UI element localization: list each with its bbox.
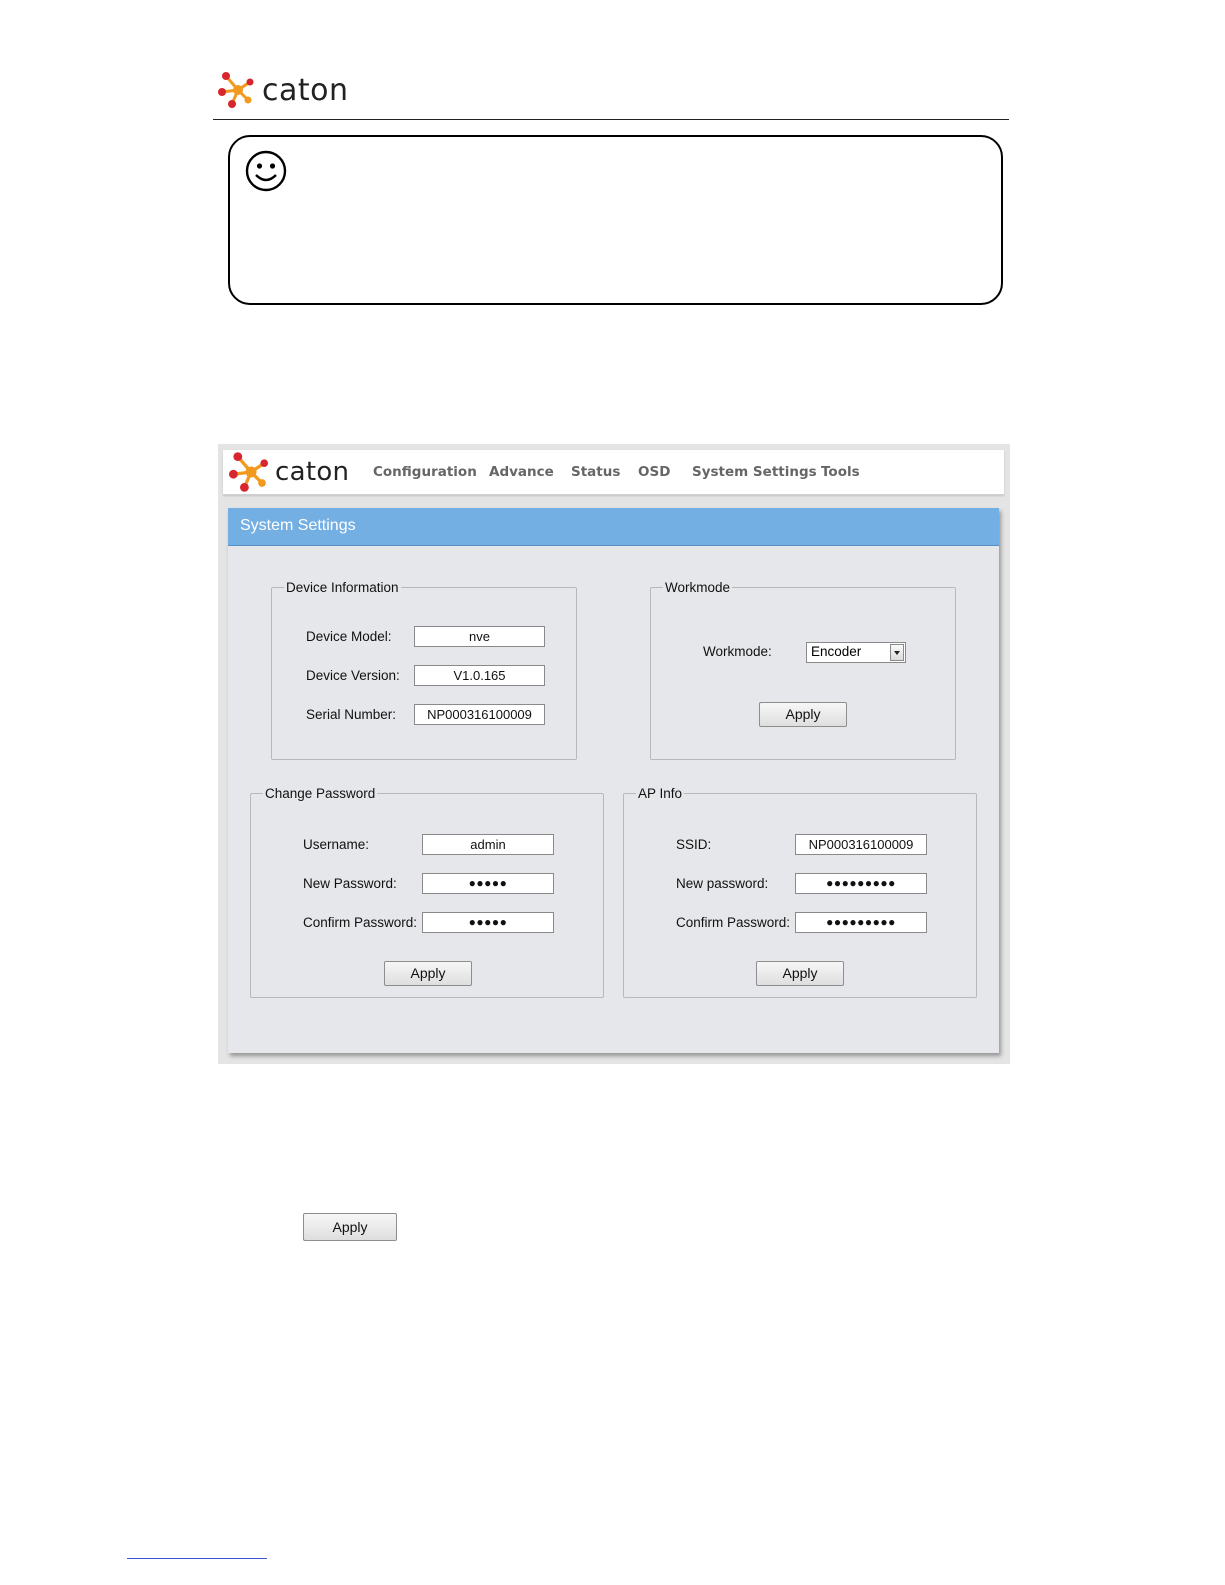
ap-info-legend: AP Info — [638, 786, 683, 801]
new-password-field[interactable]: ●●●●● — [422, 873, 554, 894]
workmode-group — [650, 580, 956, 760]
panel-header — [228, 508, 999, 546]
device-model-field: nve — [414, 626, 545, 647]
app-brand-text: caton — [275, 457, 350, 487]
panel-title: System Settings — [240, 517, 356, 534]
change-password-apply-button[interactable]: Apply — [384, 961, 472, 986]
workmode-selected-value: Encoder — [811, 644, 862, 659]
nav-tools[interactable]: Tools — [821, 464, 860, 480]
smiley-icon — [244, 149, 288, 193]
system-settings-panel — [228, 508, 999, 1053]
inline-apply-button: Apply — [303, 1213, 397, 1241]
device-version-label: Device Version: — [306, 668, 400, 683]
username-field[interactable]: admin — [422, 834, 554, 855]
ap-new-password-label: New password: — [676, 876, 769, 891]
serial-number-field: NP000316100009 — [414, 704, 545, 725]
device-model-label: Device Model: — [306, 629, 392, 644]
ap-confirm-password-label: Confirm Password: — [676, 915, 791, 930]
confirm-password-field[interactable]: ●●●●● — [422, 912, 554, 933]
new-password-label: New Password: — [303, 876, 397, 891]
workmode-legend: Workmode — [665, 580, 731, 595]
ssid-label: SSID: — [676, 837, 712, 852]
change-password-legend: Change Password — [265, 786, 376, 801]
serial-number-label: Serial Number: — [306, 707, 397, 722]
workmode-label: Workmode: — [703, 644, 772, 659]
workmode-apply-button[interactable]: Apply — [759, 702, 847, 727]
device-information-legend: Device Information — [286, 580, 399, 595]
nav-configuration[interactable]: Configuration — [373, 464, 477, 480]
dropdown-arrow-icon[interactable] — [890, 644, 904, 661]
caton-logo-icon — [218, 70, 258, 110]
caton-logo-icon — [229, 450, 273, 494]
ssid-field[interactable]: NP000316100009 — [795, 834, 927, 855]
header-divider — [213, 119, 1009, 120]
app-logo[interactable] — [229, 452, 349, 492]
document-logo — [218, 70, 349, 110]
nav-osd[interactable]: OSD — [638, 464, 671, 480]
ap-new-password-field[interactable]: ●●●●●●●●● — [795, 873, 927, 894]
footnote-divider — [127, 1558, 267, 1559]
nav-advance[interactable]: Advance — [489, 464, 554, 480]
ap-info-apply-button[interactable]: Apply — [756, 961, 844, 986]
nav-system-settings[interactable]: System Settings — [692, 464, 817, 480]
username-label: Username: — [303, 837, 370, 852]
workmode-select[interactable] — [806, 642, 906, 663]
top-navbar — [223, 450, 1004, 495]
nav-status[interactable]: Status — [571, 464, 621, 480]
device-version-field: V1.0.165 — [414, 665, 545, 686]
note-box — [228, 135, 1003, 305]
ap-confirm-password-field[interactable]: ●●●●●●●●● — [795, 912, 927, 933]
confirm-password-label: Confirm Password: — [303, 915, 418, 930]
document-brand-text: caton — [262, 72, 349, 108]
